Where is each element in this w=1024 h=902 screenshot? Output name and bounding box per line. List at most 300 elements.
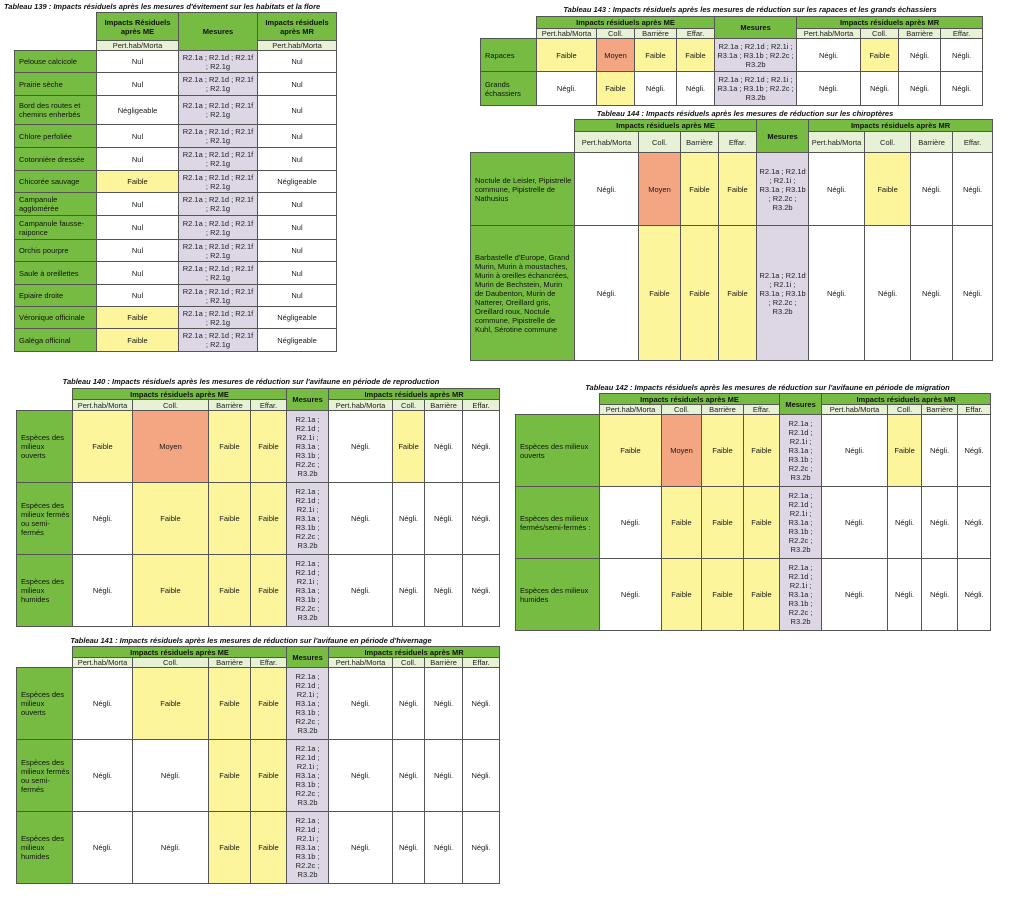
impact-me-cell: Nul xyxy=(97,73,179,96)
impact-me-barriere: Négli. xyxy=(635,72,677,106)
impact-me-pert-hab-morta: Négli. xyxy=(537,72,597,106)
impact-mr-cell: Nul xyxy=(258,285,337,307)
table-row xyxy=(15,125,337,148)
impact-mr-coll: Négli. xyxy=(393,668,425,740)
subheader-pert-hab-morta: Pert.hab/Morta xyxy=(797,29,861,39)
impact-me-coll: Faible xyxy=(597,72,635,106)
subheader-coll: Coll. xyxy=(133,400,209,411)
table-corner xyxy=(481,17,537,39)
impact-me-pert-hab-morta: Négli. xyxy=(73,812,133,884)
impact-mr-effar: Négli. xyxy=(958,559,991,631)
subheader-coll: Coll. xyxy=(888,405,922,415)
impact-mr-coll: Négli. xyxy=(393,740,425,812)
impact-me-cell: Nul xyxy=(97,240,179,262)
header-mr: Impacts résiduels après MR xyxy=(329,389,500,400)
measures-cell: R2.1a ; R2.1d ; R2.1f ; R2.1g xyxy=(179,240,258,262)
row-header-pelouse-calcicole: Pelouse calcicole xyxy=(15,51,97,73)
impact-mr-barriere: Négli. xyxy=(911,153,953,226)
header-row xyxy=(17,647,500,658)
header-me: Impacts résiduels après ME xyxy=(73,389,287,400)
impact-me-effar: Faible xyxy=(251,812,287,884)
table-139-corner xyxy=(15,13,97,41)
impact-me-cell: Nul xyxy=(97,51,179,73)
table-144 xyxy=(470,119,993,361)
table-139-subheader-row xyxy=(15,41,337,51)
header-me: Impacts résiduels après ME xyxy=(575,120,757,132)
subheader-effar: Effar. xyxy=(958,405,991,415)
measures-cell: R2.1a ; R2.1d ; R2.1f ; R2.1g xyxy=(179,148,258,171)
table-139-header-me: Impacts Résiduels après ME xyxy=(97,13,179,41)
impact-mr-cell: Nul xyxy=(258,148,337,171)
impact-me-cell: Nul xyxy=(97,193,179,216)
measures-cell: R2.1a ; R2.1d ; R2.1i ; R3.1a ; R3.1b ; R2.2c ; R3.2b xyxy=(287,812,329,884)
impact-mr-pert-hab-morta: Négli. xyxy=(329,812,393,884)
subheader-effar: Effar. xyxy=(744,405,780,415)
measures-cell: R2.1a ; R2.1d ; R2.1i ; R3.1a ; R3.1b ; R2.2c ; R3.2b xyxy=(780,415,822,487)
table-141-block xyxy=(16,636,486,645)
row-header-galega-officinal: Galéga officinal xyxy=(15,329,97,352)
subheader-barriere: Barrière xyxy=(209,400,251,411)
header-mr: Impacts résiduels après MR xyxy=(809,120,993,132)
row-header-chlore-perfoliee: Chlore perfoliée xyxy=(15,125,97,148)
table-row xyxy=(15,307,337,329)
subheader-barriere: Barrière xyxy=(209,658,251,668)
impact-mr-coll: Faible xyxy=(888,415,922,487)
table-141-wrapper xyxy=(16,646,500,884)
impact-mr-barriere: Négli. xyxy=(425,411,463,483)
measures-cell: R2.1a ; R2.1d ; R2.1i ; R3.1a ; R3.1b ; R2.2c ; R3.2b xyxy=(287,411,329,483)
table-139 xyxy=(14,12,337,352)
impact-me-pert-hab-morta: Faible xyxy=(73,411,133,483)
table-row xyxy=(481,39,983,72)
impact-mr-effar: Négli. xyxy=(463,740,500,812)
impact-mr-effar: Négli. xyxy=(463,411,500,483)
impact-me-coll: Négli. xyxy=(133,740,209,812)
table-row xyxy=(15,51,337,73)
impact-me-pert-hab-morta: Faible xyxy=(600,415,662,487)
impact-me-cell: Nul xyxy=(97,216,179,240)
impact-mr-barriere: Négli. xyxy=(425,668,463,740)
table-139-header-row xyxy=(15,13,337,41)
impact-me-barriere: Faible xyxy=(702,559,744,631)
table-row xyxy=(17,411,500,483)
table-row xyxy=(17,812,500,884)
impact-mr-effar: Négli. xyxy=(941,72,983,106)
subheader-pert-hab-morta: Pert.hab/Morta xyxy=(822,405,888,415)
table-corner xyxy=(516,394,600,415)
table-143 xyxy=(480,16,983,106)
impact-me-pert-hab-morta: Faible xyxy=(537,39,597,72)
table-141-caption: Tableau 141 : Impacts résiduels après les mesures de réduction sur l'avifaune en période d'hivernage xyxy=(70,636,432,645)
row-header-especes-des-milieux-ouverts: Espèces des milieux ouverts xyxy=(516,415,600,487)
subheader-barriere: Barrière xyxy=(911,132,953,153)
impact-mr-cell: Nul xyxy=(258,125,337,148)
subheader-pert-hab-morta: Pert.hab/Morta xyxy=(329,658,393,668)
row-header-especes-des-milieux-humides: Espèces des milieux humides xyxy=(17,555,73,627)
table-139-subheader-me: Pert.hab/Morta xyxy=(97,41,179,51)
impact-me-barriere: Faible xyxy=(681,153,719,226)
impact-me-effar: Faible xyxy=(719,153,757,226)
impact-mr-barriere: Négli. xyxy=(922,559,958,631)
impact-mr-barriere: Négli. xyxy=(911,226,953,361)
subheader-effar: Effar. xyxy=(719,132,757,153)
table-row xyxy=(15,171,337,193)
impact-me-effar: Faible xyxy=(251,483,287,555)
impact-mr-cell: Nul xyxy=(258,73,337,96)
impact-me-cell: Nul xyxy=(97,262,179,285)
measures-cell: R2.1a ; R2.1d ; R2.1i ; R3.1a ; R3.1b ; R2.2c ; R3.2b xyxy=(715,72,797,106)
table-143-caption: Tableau 143 : Impacts résiduels après les mesures de réduction sur les rapaces et les grands échassiers xyxy=(563,5,937,14)
table-row xyxy=(17,483,500,555)
table-144-caption: Tableau 144 : Impacts résiduels après les mesures de réduction sur les chiroptères xyxy=(596,109,894,118)
impact-mr-cell: Nul xyxy=(258,240,337,262)
impact-mr-effar: Négli. xyxy=(941,39,983,72)
impact-me-pert-hab-morta: Négli. xyxy=(575,153,639,226)
subheader-coll: Coll. xyxy=(865,132,911,153)
subheader-effar: Effar. xyxy=(251,658,287,668)
impact-me-barriere: Faible xyxy=(681,226,719,361)
impact-mr-barriere: Négli. xyxy=(922,487,958,559)
impact-mr-pert-hab-morta: Négli. xyxy=(797,72,861,106)
impact-me-cell: Faible xyxy=(97,329,179,352)
table-row xyxy=(15,73,337,96)
impact-mr-coll: Négli. xyxy=(888,487,922,559)
subheader-barriere: Barrière xyxy=(922,405,958,415)
measures-cell: R2.1a ; R2.1d ; R2.1i ; R3.1a ; R3.1b ; R2.2c ; R3.2b xyxy=(780,559,822,631)
row-header-bord-des-routes-et-chemins-enherbes: Bord des routes et chemins enherbés xyxy=(15,96,97,125)
table-139-caption: Tableau 139 : Impacts résiduels après les mesures d'évitement sur les habitats et la flore xyxy=(4,2,321,11)
impact-mr-cell: Négligeable xyxy=(258,329,337,352)
impact-me-cell: Nul xyxy=(97,285,179,307)
subheader-row xyxy=(17,400,500,411)
impact-me-coll: Moyen xyxy=(639,153,681,226)
header-row xyxy=(17,389,500,400)
table-row xyxy=(471,226,993,361)
measures-cell: R2.1a ; R2.1d ; R2.1f ; R2.1g xyxy=(179,329,258,352)
impact-me-effar: Faible xyxy=(744,415,780,487)
header-mr: Impacts résiduels après MR xyxy=(822,394,991,405)
header-mr: Impacts résiduels après MR xyxy=(329,647,500,658)
impact-mr-coll: Négli. xyxy=(861,72,899,106)
subheader-barriere: Barrière xyxy=(635,29,677,39)
impact-me-effar: Faible xyxy=(251,740,287,812)
impact-me-pert-hab-morta: Négli. xyxy=(73,740,133,812)
row-header-especes-des-milieux-fermes-semi-fermes: Espèces des milieux fermés/semi-fermés : xyxy=(516,487,600,559)
measures-cell: R2.1a ; R2.1d ; R2.1f ; R2.1g xyxy=(179,51,258,73)
impact-mr-pert-hab-morta: Négli. xyxy=(809,153,865,226)
header-measures: Mesures xyxy=(780,394,822,415)
impact-mr-pert-hab-morta: Négli. xyxy=(822,487,888,559)
table-row xyxy=(17,668,500,740)
measures-cell: R2.1a ; R2.1d ; R2.1i ; R3.1a ; R3.1b ; R2.2c ; R3.2b xyxy=(287,740,329,812)
table-142-block xyxy=(515,383,1020,392)
header-me: Impacts résiduels après ME xyxy=(600,394,780,405)
subheader-pert-hab-morta: Pert.hab/Morta xyxy=(575,132,639,153)
subheader-coll: Coll. xyxy=(133,658,209,668)
header-row xyxy=(481,17,983,29)
table-139-header-measures: Mesures xyxy=(179,13,258,51)
impact-me-cell: Faible xyxy=(97,171,179,193)
row-header-prairie-seche: Prairie sèche xyxy=(15,73,97,96)
measures-cell: R2.1a ; R2.1d ; R2.1f ; R2.1g xyxy=(179,307,258,329)
impact-mr-barriere: Négli. xyxy=(899,72,941,106)
impact-me-pert-hab-morta: Négli. xyxy=(73,668,133,740)
impact-me-coll: Faible xyxy=(133,555,209,627)
table-140-wrapper xyxy=(16,388,500,627)
subheader-effar: Effar. xyxy=(463,400,500,411)
measures-cell: R2.1a ; R2.1d ; R2.1i ; R3.1a ; R3.1b ; R2.2c ; R3.2b xyxy=(757,226,809,361)
impact-me-effar: Faible xyxy=(677,39,715,72)
impact-me-pert-hab-morta: Négli. xyxy=(73,555,133,627)
impact-me-barriere: Faible xyxy=(209,812,251,884)
impact-mr-cell: Nul xyxy=(258,262,337,285)
table-row xyxy=(15,148,337,171)
table-row xyxy=(516,415,991,487)
table-corner xyxy=(17,647,73,668)
impact-mr-coll: Négli. xyxy=(865,226,911,361)
subheader-coll: Coll. xyxy=(861,29,899,39)
impact-me-pert-hab-morta: Négli. xyxy=(73,483,133,555)
impact-me-coll: Faible xyxy=(662,559,702,631)
impact-mr-pert-hab-morta: Négli. xyxy=(329,555,393,627)
subheader-effar: Effar. xyxy=(251,400,287,411)
impact-me-cell: Nul xyxy=(97,148,179,171)
impact-me-coll: Faible xyxy=(662,487,702,559)
impact-me-barriere: Faible xyxy=(209,740,251,812)
impact-mr-cell: Nul xyxy=(258,193,337,216)
measures-cell: R2.1a ; R2.1d ; R2.1f ; R2.1g xyxy=(179,73,258,96)
table-139-block xyxy=(4,2,344,11)
table-140-caption: Tableau 140 : Impacts résiduels après les mesures de réduction sur l'avifaune en période de reproduction xyxy=(62,377,440,386)
table-row xyxy=(15,240,337,262)
impact-me-coll: Faible xyxy=(639,226,681,361)
table-row xyxy=(15,262,337,285)
row-header-campanule-agglomeree: Campanule agglomérée xyxy=(15,193,97,216)
impact-me-barriere: Faible xyxy=(209,555,251,627)
subheader-barriere: Barrière xyxy=(681,132,719,153)
row-header-especes-des-milieux-humides: Espèces des milieux humides xyxy=(516,559,600,631)
subheader-pert-hab-morta: Pert.hab/Morta xyxy=(809,132,865,153)
row-header-grands-echassiers: Grands échassiers xyxy=(481,72,537,106)
impact-mr-effar: Négli. xyxy=(463,483,500,555)
subheader-barriere: Barrière xyxy=(425,400,463,411)
header-measures: Mesures xyxy=(715,17,797,39)
row-header-especes-des-milieux-ouverts: Espèces des milieux ouverts xyxy=(17,668,73,740)
impact-mr-coll: Négli. xyxy=(393,812,425,884)
table-row xyxy=(471,153,993,226)
impact-mr-effar: Négli. xyxy=(953,153,993,226)
table-143-wrapper xyxy=(480,16,983,106)
row-header-especes-des-milieux-fermes-ou-semi-ferme: Espèces des milieux fermés ou semi-fermés xyxy=(17,740,73,812)
impact-mr-barriere: Négli. xyxy=(425,483,463,555)
subheader-effar: Effar. xyxy=(953,132,993,153)
table-corner xyxy=(17,389,73,411)
impact-me-coll: Moyen xyxy=(133,411,209,483)
impact-me-coll: Faible xyxy=(133,483,209,555)
subheader-coll: Coll. xyxy=(639,132,681,153)
table-corner xyxy=(471,120,575,153)
measures-cell: R2.1a ; R2.1d ; R2.1i ; R3.1a ; R3.1b ; R2.2c ; R3.2b xyxy=(715,39,797,72)
impact-mr-effar: Négli. xyxy=(463,555,500,627)
impact-mr-coll: Faible xyxy=(865,153,911,226)
table-141 xyxy=(16,646,500,884)
row-header-campanule-fausse-raiponce: Campanule fausse-raiponce xyxy=(15,216,97,240)
impact-mr-pert-hab-morta: Négli. xyxy=(797,39,861,72)
header-row xyxy=(471,120,993,132)
subheader-coll: Coll. xyxy=(393,658,425,668)
row-header-especes-des-milieux-ouverts: Espèces des milieux ouverts xyxy=(17,411,73,483)
impact-mr-pert-hab-morta: Négli. xyxy=(809,226,865,361)
impact-mr-effar: Négli. xyxy=(463,668,500,740)
impact-mr-effar: Négli. xyxy=(463,812,500,884)
impact-me-pert-hab-morta: Négli. xyxy=(600,559,662,631)
subheader-barriere: Barrière xyxy=(425,658,463,668)
subheader-barriere: Barrière xyxy=(899,29,941,39)
table-row xyxy=(15,329,337,352)
impact-me-barriere: Faible xyxy=(702,415,744,487)
impact-mr-pert-hab-morta: Négli. xyxy=(329,668,393,740)
table-143-block xyxy=(480,5,1020,14)
impact-mr-pert-hab-morta: Négli. xyxy=(822,559,888,631)
impact-mr-coll: Négli. xyxy=(888,559,922,631)
impact-me-pert-hab-morta: Négli. xyxy=(600,487,662,559)
impact-mr-barriere: Négli. xyxy=(899,39,941,72)
measures-cell: R2.1a ; R2.1d ; R2.1f ; R2.1g xyxy=(179,262,258,285)
impact-mr-effar: Négli. xyxy=(953,226,993,361)
impact-mr-pert-hab-morta: Négli. xyxy=(822,415,888,487)
impact-me-barriere: Faible xyxy=(209,411,251,483)
subheader-pert-hab-morta: Pert.hab/Morta xyxy=(537,29,597,39)
impact-me-coll: Faible xyxy=(133,668,209,740)
table-139-corner-sub xyxy=(15,41,97,51)
impact-me-cell: Négligeable xyxy=(97,96,179,125)
impact-mr-effar: Négli. xyxy=(958,415,991,487)
table-142-wrapper xyxy=(515,393,991,631)
measures-cell: R2.1a ; R2.1d ; R2.1f ; R2.1g xyxy=(179,285,258,307)
table-row xyxy=(516,559,991,631)
row-header-epiaire-droite: Epiaire droite xyxy=(15,285,97,307)
impact-mr-coll: Faible xyxy=(393,411,425,483)
impact-mr-cell: Négligeable xyxy=(258,171,337,193)
measures-cell: R2.1a ; R2.1d ; R2.1i ; R3.1a ; R3.1b ; R2.2c ; R3.2b xyxy=(287,555,329,627)
header-mr: Impacts résiduels après MR xyxy=(797,17,983,29)
subheader-effar: Effar. xyxy=(941,29,983,39)
row-header-especes-des-milieux-humides: Espèces des milieux humides xyxy=(17,812,73,884)
impact-me-coll: Moyen xyxy=(662,415,702,487)
impact-me-effar: Faible xyxy=(251,668,287,740)
impact-me-barriere: Faible xyxy=(209,483,251,555)
header-measures: Mesures xyxy=(757,120,809,153)
subheader-coll: Coll. xyxy=(662,405,702,415)
table-row xyxy=(15,193,337,216)
table-row xyxy=(516,487,991,559)
row-header-veronique-officinale: Véronique officinale xyxy=(15,307,97,329)
table-140 xyxy=(16,388,500,627)
table-140-block xyxy=(16,377,486,386)
table-row xyxy=(481,72,983,106)
impact-mr-barriere: Négli. xyxy=(425,812,463,884)
header-me: Impacts résiduels après ME xyxy=(537,17,715,29)
header-row xyxy=(516,394,991,405)
impact-me-coll: Moyen xyxy=(597,39,635,72)
impact-mr-coll: Négli. xyxy=(393,555,425,627)
impact-me-barriere: Faible xyxy=(209,668,251,740)
subheader-pert-hab-morta: Pert.hab/Morta xyxy=(600,405,662,415)
impact-me-cell: Nul xyxy=(97,125,179,148)
impact-me-effar: Négli. xyxy=(677,72,715,106)
impact-mr-pert-hab-morta: Négli. xyxy=(329,483,393,555)
subheader-effar: Effar. xyxy=(677,29,715,39)
impact-mr-pert-hab-morta: Négli. xyxy=(329,740,393,812)
impact-mr-barriere: Négli. xyxy=(922,415,958,487)
table-144-wrapper xyxy=(470,119,993,361)
impact-mr-effar: Négli. xyxy=(958,487,991,559)
subheader-coll: Coll. xyxy=(393,400,425,411)
table-139-subheader-mr: Pert.hab/Morta xyxy=(258,41,337,51)
impact-me-effar: Faible xyxy=(744,487,780,559)
impact-mr-pert-hab-morta: Négli. xyxy=(329,411,393,483)
row-header-noctule-de-leisler-pipistrelle-commune-p: Noctule de Leisler, Pipistrelle commune, Pipistrelle de Nathusius xyxy=(471,153,575,226)
impact-mr-barriere: Négli. xyxy=(425,555,463,627)
header-measures: Mesures xyxy=(287,647,329,668)
measures-cell: R2.1a ; R2.1d ; R2.1i ; R3.1a ; R3.1b ; R2.2c ; R3.2b xyxy=(757,153,809,226)
impact-mr-cell: Nul xyxy=(258,51,337,73)
header-measures: Mesures xyxy=(287,389,329,411)
table-139-wrapper xyxy=(14,12,337,352)
measures-cell: R2.1a ; R2.1d ; R2.1f ; R2.1g xyxy=(179,216,258,240)
measures-cell: R2.1a ; R2.1d ; R2.1i ; R3.1a ; R3.1b ; R2.2c ; R3.2b xyxy=(287,483,329,555)
table-row xyxy=(15,285,337,307)
row-header-rapaces: Rapaces xyxy=(481,39,537,72)
impact-mr-cell: Négligeable xyxy=(258,307,337,329)
impact-me-barriere: Faible xyxy=(635,39,677,72)
subheader-pert-hab-morta: Pert.hab/Morta xyxy=(73,400,133,411)
measures-cell: R2.1a ; R2.1d ; R2.1f ; R2.1g xyxy=(179,171,258,193)
table-144-block xyxy=(470,109,1020,118)
impact-me-pert-hab-morta: Négli. xyxy=(575,226,639,361)
table-row xyxy=(17,555,500,627)
measures-cell: R2.1a ; R2.1d ; R2.1f ; R2.1g xyxy=(179,96,258,125)
impact-me-effar: Faible xyxy=(744,559,780,631)
impact-me-cell: Faible xyxy=(97,307,179,329)
impact-me-effar: Faible xyxy=(251,411,287,483)
table-row xyxy=(15,96,337,125)
subheader-effar: Effar. xyxy=(463,658,500,668)
impact-me-barriere: Faible xyxy=(702,487,744,559)
impact-mr-coll: Faible xyxy=(861,39,899,72)
row-header-barbastelle-d-europe-grand-murin-murin-a: Barbastelle d'Europe, Grand Murin, Murin à moustaches, Murin à oreilles échancrées, Murin de Bechstein, Murin de Daubenton, Murin de Natterer, Oreillard gris, Oreillard roux, Noctule commune, Pipistrelle de Kuhl, Sérotine commune xyxy=(471,226,575,361)
subheader-barriere: Barrière xyxy=(702,405,744,415)
impact-mr-coll: Négli. xyxy=(393,483,425,555)
impact-mr-cell: Nul xyxy=(258,216,337,240)
row-header-chicoree-sauvage: Chicorée sauvage xyxy=(15,171,97,193)
row-header-orchis-pourpre: Orchis pourpre xyxy=(15,240,97,262)
header-me: Impacts résiduels après ME xyxy=(73,647,287,658)
impact-mr-cell: Nul xyxy=(258,96,337,125)
measures-cell: R2.1a ; R2.1d ; R2.1f ; R2.1g xyxy=(179,125,258,148)
table-142-caption: Tableau 142 : Impacts résiduels après les mesures de réduction sur l'avifaune en période de migration xyxy=(585,383,950,392)
impact-me-effar: Faible xyxy=(719,226,757,361)
subheader-coll: Coll. xyxy=(597,29,635,39)
measures-cell: R2.1a ; R2.1d ; R2.1i ; R3.1a ; R3.1b ; R2.2c ; R3.2b xyxy=(780,487,822,559)
row-header-especes-des-milieux-fermes-ou-semi-ferme: Espèces des milieux fermés ou semi-fermés xyxy=(17,483,73,555)
table-row xyxy=(15,216,337,240)
subheader-pert-hab-morta: Pert.hab/Morta xyxy=(329,400,393,411)
row-header-saule-a-oreillettes: Saule à oreillettes xyxy=(15,262,97,285)
table-139-header-mr: Impacts résiduels après MR xyxy=(258,13,337,41)
impact-me-effar: Faible xyxy=(251,555,287,627)
measures-cell: R2.1a ; R2.1d ; R2.1f ; R2.1g xyxy=(179,193,258,216)
